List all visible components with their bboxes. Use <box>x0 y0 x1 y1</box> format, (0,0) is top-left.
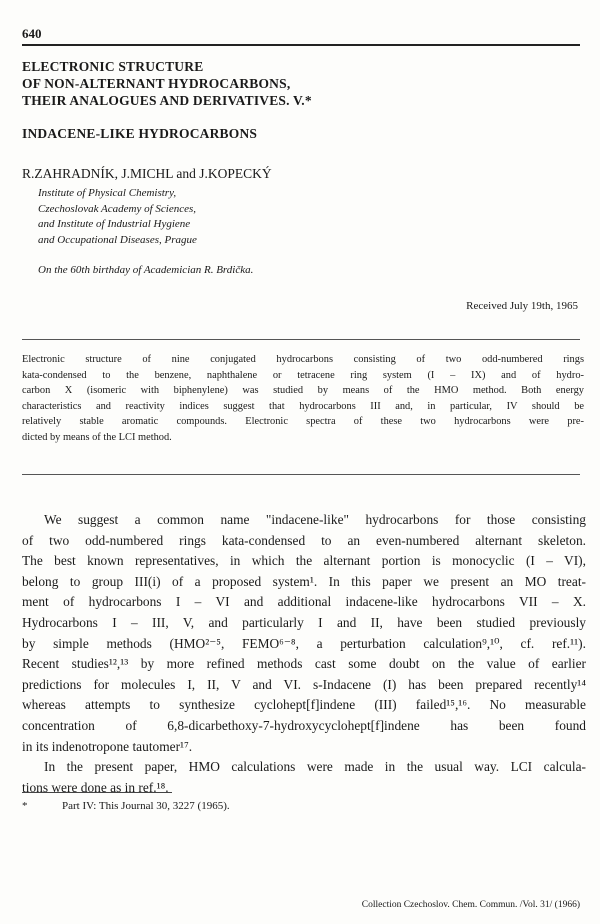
header-rule <box>22 44 580 46</box>
body-line: in its indenotropone tautomer¹⁷. <box>22 738 193 754</box>
author-list: R.ZAHRADNÍK, J.MICHL and J.KOPECKÝ <box>22 166 272 181</box>
abstract-line: kata-condensed to the benzene, naphthalene or tetracene ring system (I – IX) and of hydro- <box>22 369 584 381</box>
footnote-text: Part IV: This Journal 30, 3227 (1965). <box>62 800 230 812</box>
received-date: Received July 19th, 1965 <box>466 300 578 312</box>
affiliation-line: and Occupational Diseases, Prague <box>38 233 197 246</box>
body-text <box>22 510 586 798</box>
body-line: by simple methods (HMO²⁻⁵, FEMO⁶⁻⁸, a perturbation calculation⁹,¹⁰, cf. ref.¹¹). <box>22 635 586 651</box>
abstract-line: characteristics and reactivity indices suggest that hydrocarbons III and, in particular, IV should be <box>22 400 584 412</box>
body-line: Hydrocarbons I – III, V, and particularly I and II, have been studied previously <box>22 614 586 630</box>
abstract-line: dicted by means of the LCI method. <box>22 431 172 443</box>
affiliation-line: Institute of Physical Chemistry, <box>38 187 177 199</box>
footnote-mark: * <box>22 800 28 812</box>
body-line: We suggest a common name "indacene-like" hydrocarbons for those consisting <box>44 512 586 527</box>
affiliation-line: Czechoslovak Academy of Sciences, <box>38 202 197 215</box>
footnote <box>22 800 230 812</box>
abstract-top-rule <box>22 339 580 340</box>
body-line: whereas attempts to synthesize cyclohept[f]indene (III) failed¹⁵,¹⁶. No measurable <box>22 697 586 713</box>
body-line: of two odd-numbered rings kata-condensed to an even-numbered alternant skeleton. <box>22 532 586 548</box>
abstract-line: Electronic structure of nine conjugated hydrocarbons consisting of two odd-numbered rings <box>22 354 584 365</box>
body-line: belong to group III(i) of a proposed system¹. In this paper we present an MO treat- <box>22 573 586 589</box>
body-line: concentration of 6,8-dicarbethoxy-7-hydroxycyclohept[f]indene has been found <box>22 717 586 733</box>
body-line: Recent studies¹²,¹³ by more refined methods cast some doubt on the value of earlier <box>22 656 586 672</box>
abstract-line: carbon X (isomeric with biphenylene) was studied by means of the HMO method. Both energy <box>22 385 584 397</box>
footnote-rule <box>22 792 172 793</box>
title-line: OF NON-ALTERNANT HYDROCARBONS, <box>22 76 291 91</box>
abstract-line: relatively stable aromatic compounds. Electronic spectra of these two hydrocarbons were pre- <box>22 416 584 428</box>
journal-footer: Collection Czechoslov. Chem. Commun. /Vol. 31/ (1966) <box>361 900 580 910</box>
abstract <box>22 352 584 446</box>
affiliation <box>38 186 197 248</box>
abstract-bottom-rule <box>22 474 580 475</box>
page-number: 640 <box>22 26 42 41</box>
dedication: On the 60th birthday of Academician R. Brdička. <box>38 264 254 276</box>
body-line: ment of hydrocarbons I – VI and additional indacene-like hydrocarbons VII – X. <box>22 594 586 610</box>
body-line: In the present paper, HMO calculations were made in the usual way. LCI calcula- <box>44 759 586 775</box>
body-line: tions were done as in ref.¹⁸. <box>22 779 169 795</box>
title-line: THEIR ANALOGUES AND DERIVATIVES. V.* <box>22 93 312 108</box>
body-line: predictions for molecules I, II, V and VI. s-Indacene (I) has been prepared recently¹⁴ <box>22 676 586 692</box>
body-line: The best known representatives, in which the alternant portion is monocyclic (I – VI), <box>22 553 586 569</box>
article-title <box>22 58 582 109</box>
affiliation-line: and Institute of Industrial Hygiene <box>38 218 191 230</box>
article-subtitle: INDACENE-LIKE HYDROCARBONS <box>22 126 258 141</box>
title-line: ELECTRONIC STRUCTURE <box>22 59 204 74</box>
